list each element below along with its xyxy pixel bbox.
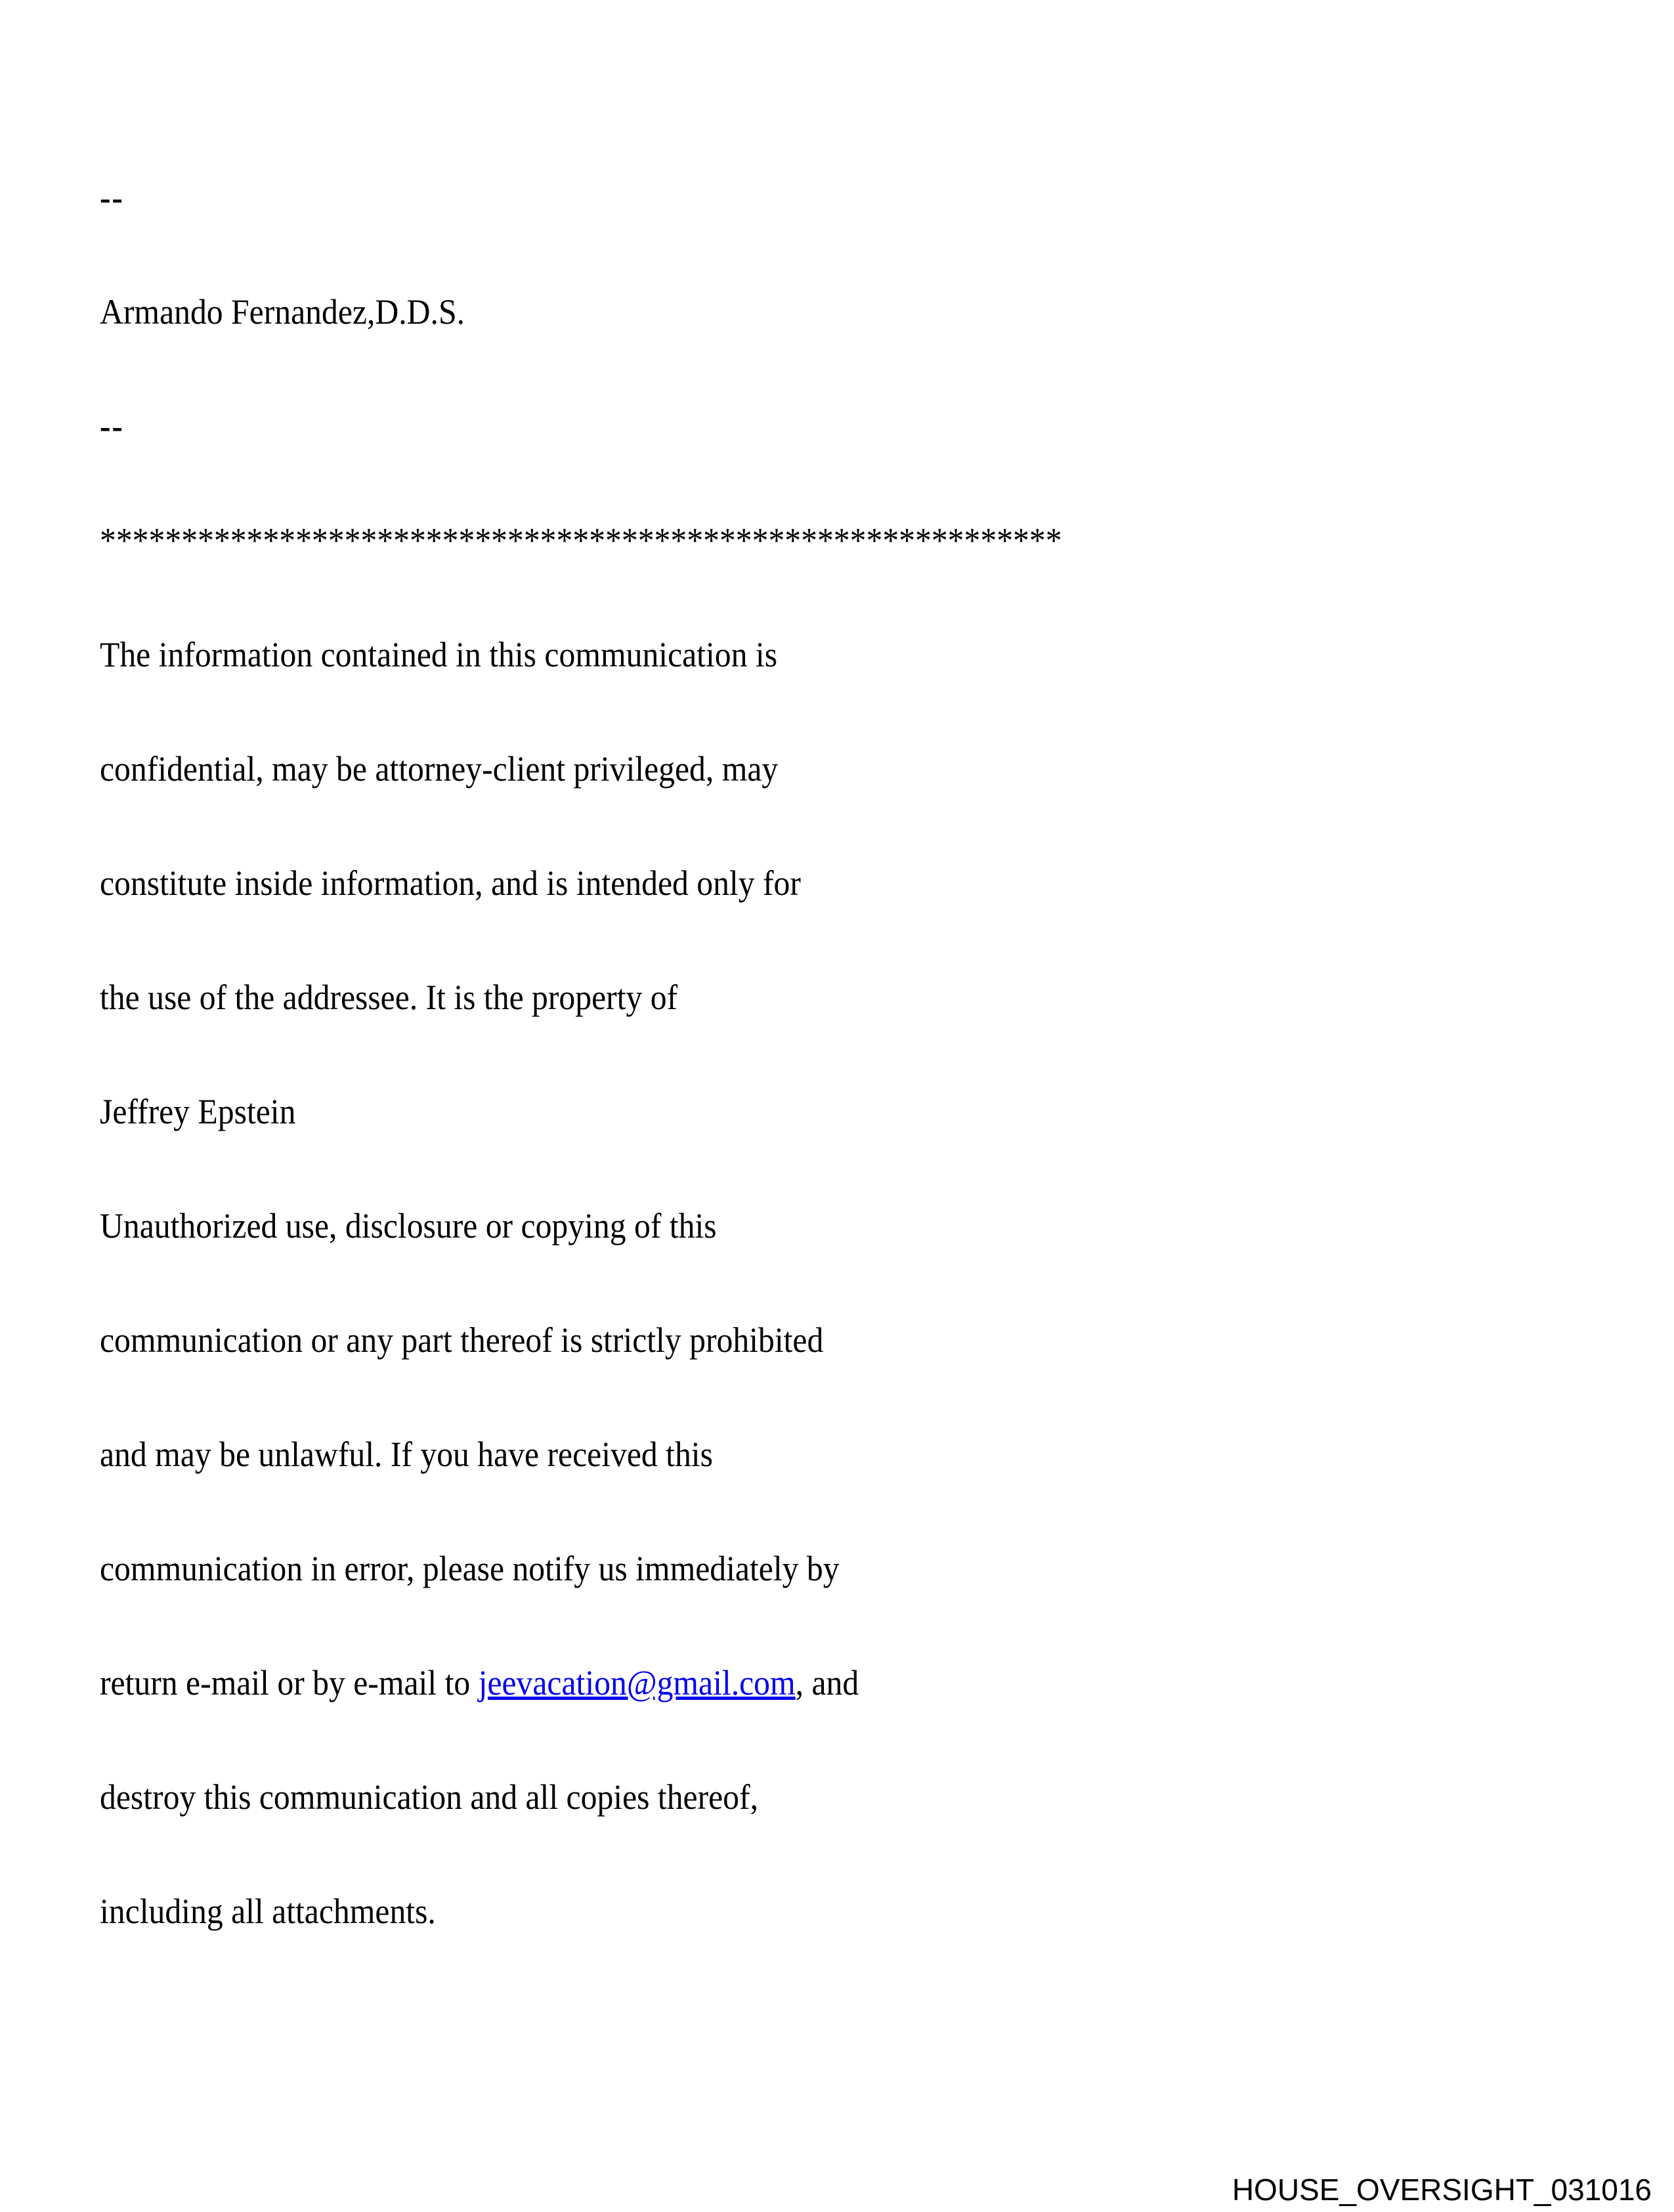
disclaimer-text-line: Unauthorized use, disclosure or copying of this — [100, 1206, 717, 1246]
asterisk-divider: *********************************************************** — [100, 521, 1062, 560]
link-line-prefix: return e-mail or by e-mail to — [100, 1663, 479, 1702]
disclaimer-text-line: confidential, may be attorney-client privileged, may — [100, 749, 779, 789]
signature-name: Armando Fernandez,D.D.S. — [100, 292, 465, 332]
disclaimer-text-line: communication in error, please notify us immediately by — [100, 1549, 840, 1588]
signature-separator-dashes: -- — [100, 178, 124, 217]
disclaimer-text-line: including all attachments. — [100, 1892, 436, 1931]
disclaimer-text-line: communication or any part thereof is strictly prohibited — [100, 1320, 824, 1360]
disclaimer-block — [100, 331, 1062, 2006]
disclaimer-text-line: The information contained in this communication is — [100, 635, 778, 674]
link-line-suffix: , and — [795, 1663, 859, 1702]
disclaimer-text-line: the use of the addressee. It is the property of — [100, 978, 678, 1017]
disclaimer-text-line: constitute inside information, and is intended only for — [100, 863, 801, 903]
bates-number: HOUSE_OVERSIGHT_031016 — [1232, 2173, 1652, 2207]
email-link[interactable]: jeevacation@gmail.com — [478, 1663, 796, 1702]
disclaimer-text-line: Jeffrey Epstein — [100, 1092, 296, 1131]
disclaimer-separator-dashes: -- — [100, 406, 124, 446]
disclaimer-link-line — [100, 1664, 1062, 1702]
disclaimer-text-line: and may be unlawful. If you have received this — [100, 1435, 713, 1474]
disclaimer-text-line: destroy this communication and all copies thereof, — [100, 1777, 759, 1817]
